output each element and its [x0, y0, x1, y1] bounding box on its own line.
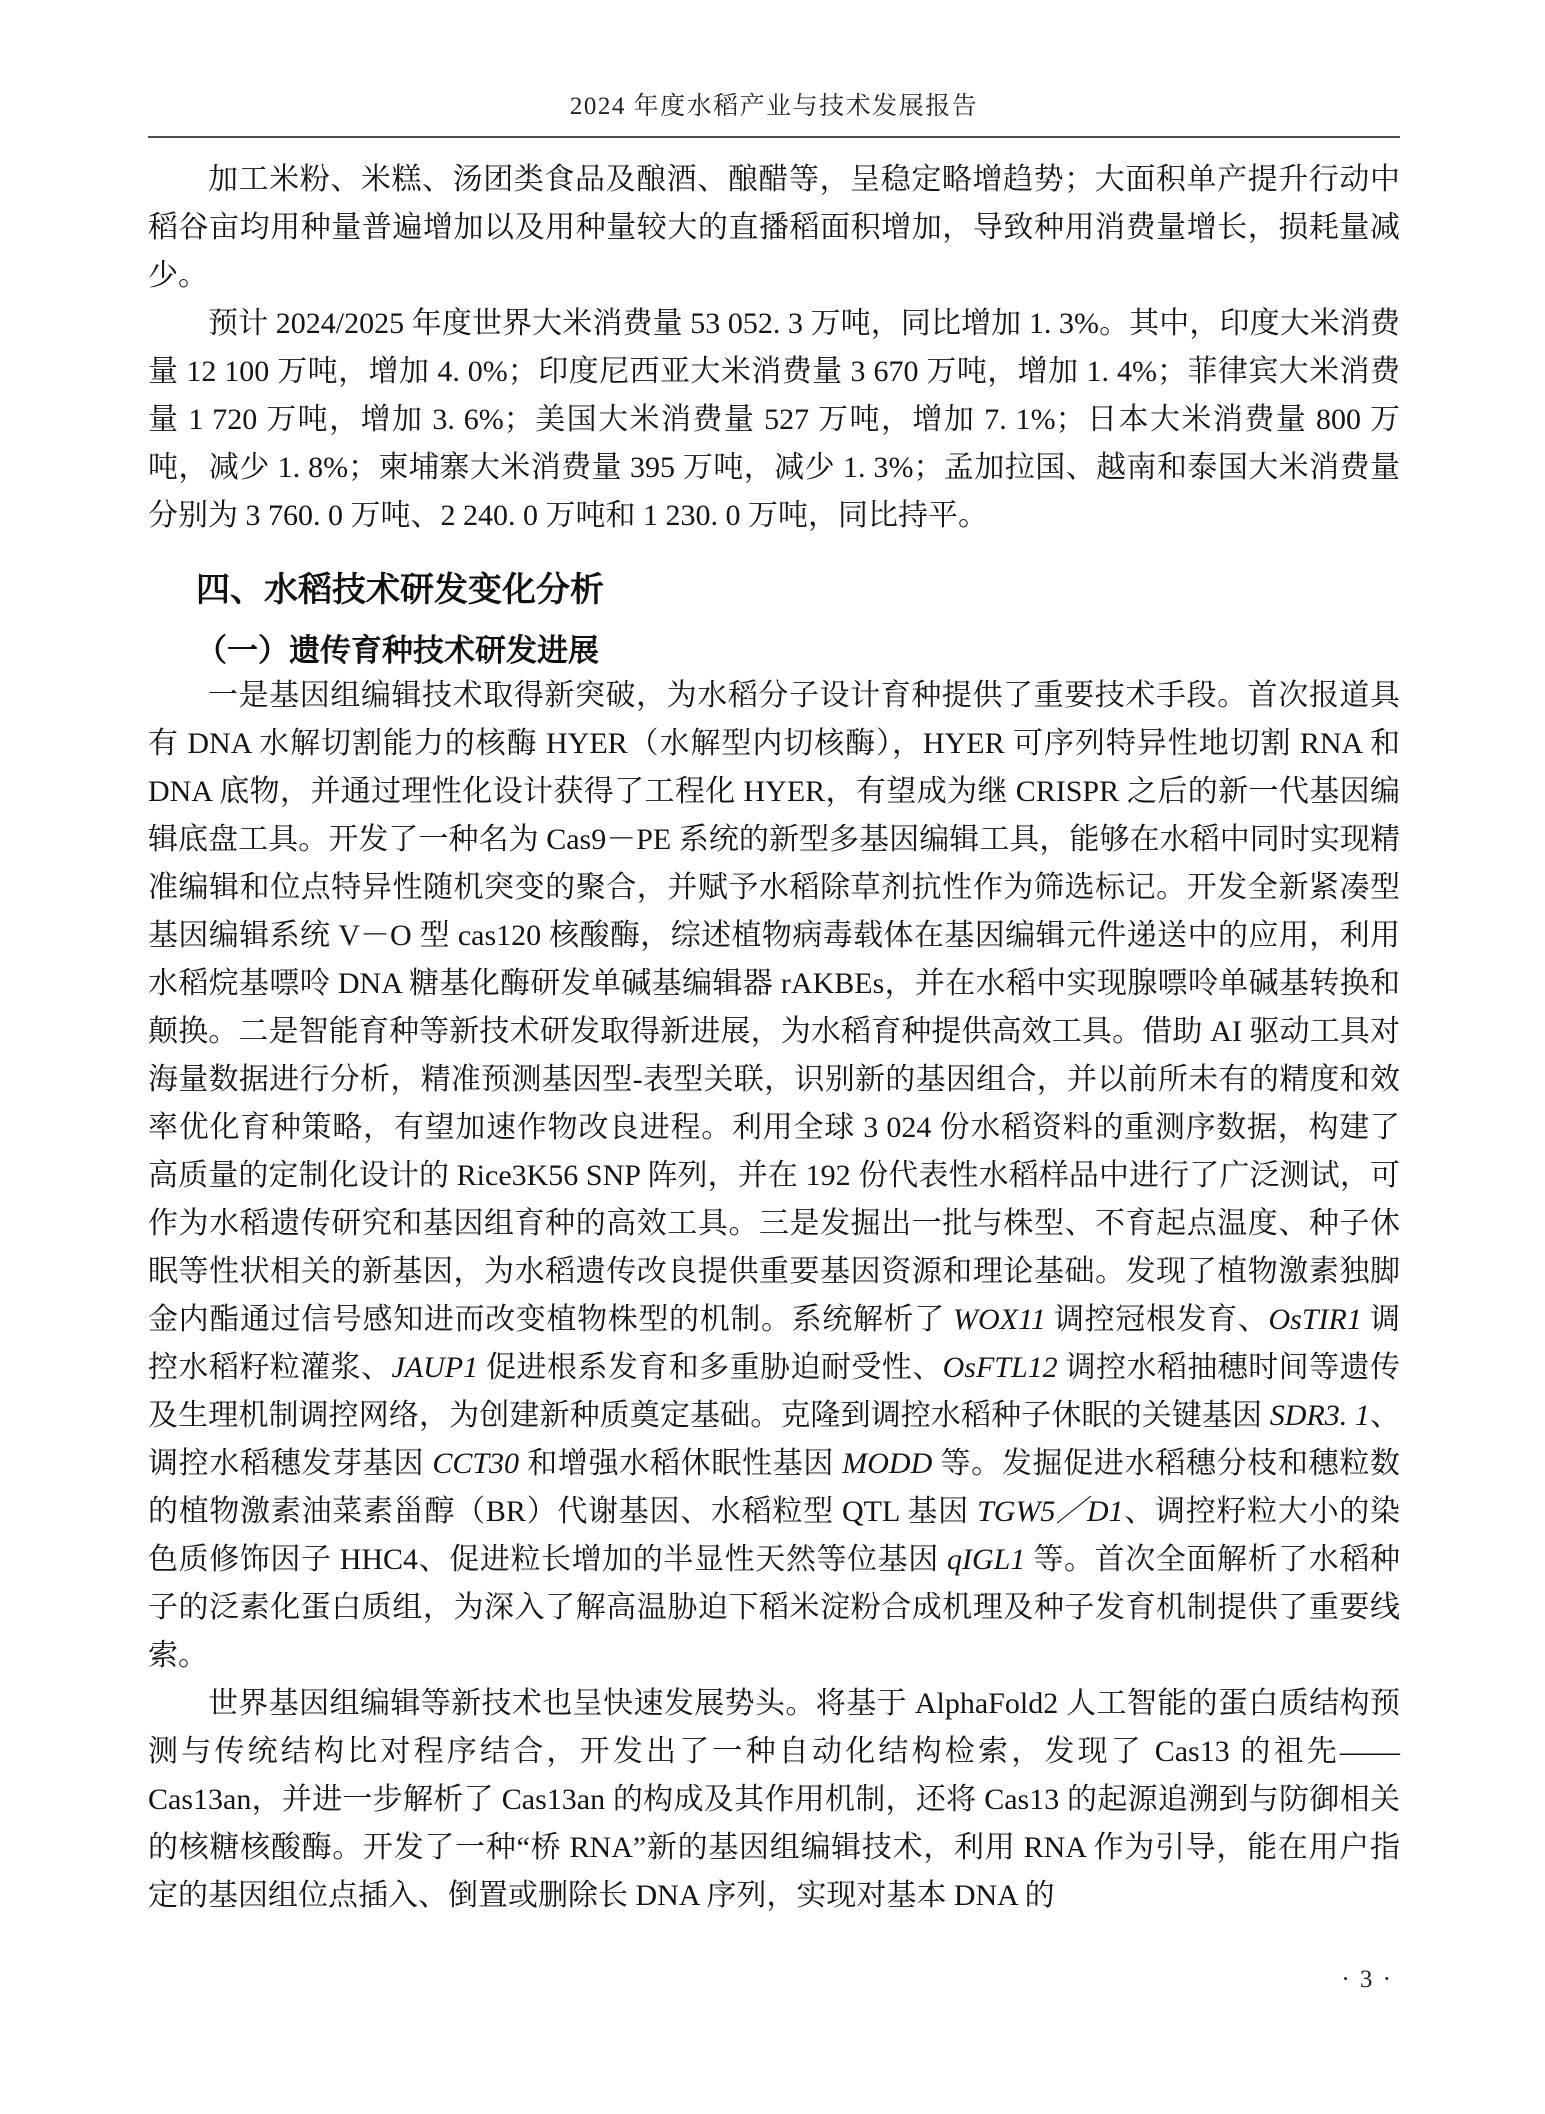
paragraph-processing-consumption: 加工米粉、米糕、汤团类食品及酿酒、酿醋等，呈稳定略增趋势；大面积单产提升行动中稻谷亩均用种量普遍增加以及用种量较大的直播稻面积增加，导致种用消费量增长，损耗量减少。 [148, 163, 1400, 292]
paragraph-genetic-breeding-progress: 一是基因组编辑技术取得新突破，为水稻分子设计育种提供了重要技术手段。首次报道具有 DNA 水解切割能力的核酶 HYER（水解型内切核酶），HYER 可序列特异性地切割 RNA 和 DNA 底物，并通过理性化设计获得了工程化 HYER，有望成为继 CRISPR 之后的新一代基因编辑底盘工具。开发了一种名为 Cas9－PE 系统的新型多基因编辑工具，能够在水稻中同时实现精准编辑和位点特异性随机突变的聚合，并赋予水稻除草剂抗性作为筛选标记。开发全新紧凑型基因编辑系统 V－O 型 cas120 核酸酶，综述植物病毒载体在基因编辑元件递送中的应用，利用水稻烷基嘌呤 DNA 糖基化酶研发单碱基编辑器 rAKBEs，并在水稻中实现腺嘌呤单碱基转换和颠换。二是智能育种等新技术研发取得新进展，为水稻育种提供高效工具。借助 AI 驱动工具对海量数据进行分析，精准预测基因型-表型关联，识别新的基因组合，并以前所未有的精度和效率优化育种策略，有望加速作物改良进程。利用全球 3 024 份水稻资料的重测序数据，构建了高质量的定制化设计的 Rice3K56 SNP 阵列，并在 192 份代表性水稻样品中进行了广泛测试，可作为水稻遗传研究和基因组育种的高效工具。三是发掘出一批与株型、不育起点温度、种子休眠等性状相关的新基因，为水稻遗传改良提供重要基因资源和理论基础。发现了植物激素独脚金内酯通过信号感知进而改变植物株型的机制。系统解析了 WOX11 调控冠根发育、OsTIR1 调控水稻籽粒灌浆、JAUP1 促进根系发育和多重胁迫耐受性、OsFTL12 调控水稻抽穗时间等遗传及生理机制调控网络，为创建新种质奠定基础。克隆到调控水稻种子休眠的关键基因 SDR3. 1、调控水稻穗发芽基因 CCT30 和增强水稻休眠性基因 MODD 等。发掘促进水稻穗分枝和穗粒数的植物激素油菜素甾醇（BR）代谢基因、水稻粒型 QTL 基因 TGW5／D1、调控籽粒大小的染色质修饰因子 HHC4、促进粒长增加的半显性天然等位基因 qIGL1 等。首次全面解析了水稻种子的泛素化蛋白质组，为深入了解高温胁迫下稻米淀粉合成机理及种子发育机制提供了重要线索。 [148, 679, 1401, 1672]
page-body [148, 156, 1400, 1920]
paragraph-world-genome-editing: 世界基因组编辑等新技术也呈快速发展势头。将基于 AlphaFold2 人工智能的蛋白质结构预测与传统结构比对程序结合，开发出了一种自动化结构检索，发现了 Cas13 的祖先——Cas13an，并进一步解析了 Cas13an 的构成及其作用机制，还将 Cas13 的起源追溯到与防御相关的核糖核酸酶。开发了一种“桥 RNA”新的基因组编辑技术，利用 RNA 作为引导，能在用户指定的基因组位点插入、倒置或删除长 DNA 序列，实现对基本 DNA 的 [148, 1687, 1400, 1912]
page-header [148, 86, 1400, 138]
page-number: · 3 · [1341, 1966, 1393, 1993]
header-title: 2024 年度水稻产业与技术发展报告 [569, 93, 979, 120]
subsection-heading: （一）遗传育种技术研发进展 [196, 633, 599, 668]
section-heading: 四、水稻技术研发变化分析 [196, 571, 604, 609]
paragraph-world-rice-consumption: 预计 2024/2025 年度世界大米消费量 53 052. 3 万吨，同比增加 1. 3%。其中，印度大米消费量 12 100 万吨，增加 4. 0%；印度尼西亚大米消费量 3 670 万吨，增加 1. 4%；菲律宾大米消费量 1 720 万吨，增加 3. 6%；美国大米消费量 527 万吨，增加 7. 1%；日本大米消费量 800 万吨，减少 1. 8%；柬埔寨大米消费量 395 万吨，减少 1. 3%；孟加拉国、越南和泰国大米消费量分别为 3 760. 0 万吨、2 240. 0 万吨和 1 230. 0 万吨，同比持平。 [148, 307, 1400, 532]
